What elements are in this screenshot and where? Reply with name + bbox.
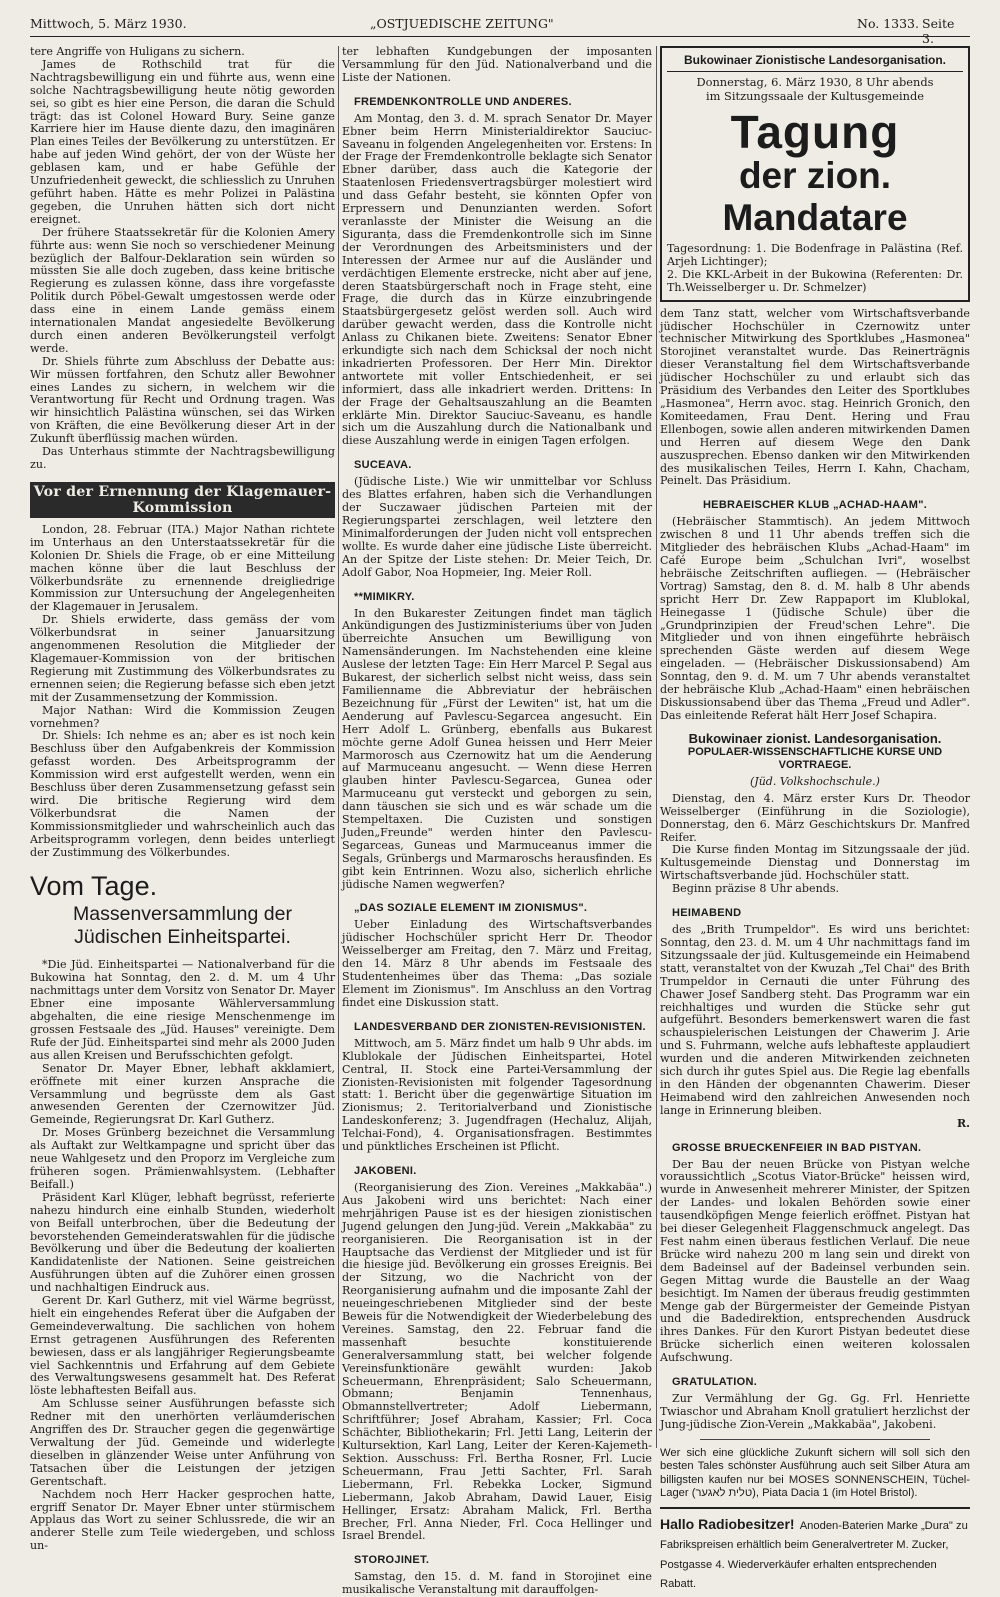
article-paragraph: Präsident Karl Klüger, lebhaft begrüsst, referierte nahezu hindurch eine einhalb Stunden, wiederholt von Beifall unterbrochen, über die Bedeutung der bevorstehenden Gemeinderatswahlen für die jüdische Bevölkerung und über die Bedeutung der koalierten Kandidatenliste der Nationen. Seine geistreichen Ausführungen übten auf die Zuhörer einen grossen und nachhaltigen Eindruck aus.: [30, 1190, 335, 1295]
column-rule: [656, 46, 657, 1448]
article-paragraph: Dr. Shiels erwiderte, dass gemäss der vom Völkerbundsrat in seiner Januarsitzung angenommenen Resolution die Mitglieder der Klagemauer-Kommission von der britischen Regierung mit Zustimmung des Völkerbundsrates zu ernennen seien; die Regierung befasse sich eben jetzt mit der Zusammensetzung der Kommission.: [30, 613, 335, 704]
advertisement-title: Hallo Radiobesitzer!: [660, 1515, 795, 1532]
article-paragraph: Dienstag, den 4. März erster Kurs Dr. Theodor Weisselberger (Einführung in die Soziologie), Donnerstag, den 6. März Geschichtskurs Dr. Manfred Reifer.: [660, 791, 970, 844]
section-heading: **MIMIKRY.: [354, 590, 415, 603]
article-paragraph: Der frühere Staatssekretär für die Kolonien Amery führte aus: wenn Sie noch so verschiedener Meinung bezüglich der Balfour-Deklaration sein würden so müssten Sie alle doch zugeben, dass keine britische Regierung es zulassen könne, dass ihre vorgefasste Politik durch Pöbel-Gewalt umgestossen werde oder dass eine in einem Lande gemäss einem internationalen Mandat angesiedelte Bevölkerung durch einen anderen Bevölkerungsteil verfolgt werde.: [30, 225, 335, 355]
article-paragraph: ter lebhaften Kundgebungen der imposanten Versammlung für den Jüd. Nationalverband und die Liste der Nationen.: [342, 45, 652, 84]
article-paragraph: Das Unterhaus stimmte der Nachtragsbewilligung zu.: [30, 445, 335, 471]
header-issue-number: No. 1333.: [857, 16, 919, 31]
page-header: [30, 14, 970, 46]
article-paragraph: Senator Dr. Mayer Ebner, lebhaft akklamiert, eröffnete mit einer kurzen Ansprache die Versammlung und begrüsste dem als Gast anwesenden Gerenten der Czernowitzer Jüd. Gemeinde, Regierungsrat Dr. Karl Gutherz.: [30, 1061, 335, 1127]
article-paragraph: Der Bau der neuen Brücke von Pistyan welche voraussichtlich „Scotus Viator-Brücke" heissen wird, wurde in Anwesenheit mehrerer Minister, der Spitzen der Landes- und lokalen Behörden sowie einer tausendköpfigen Menge feierlich eröffnet. Pistyan hat bei dieser Gelegenheit Flaggenschmuck angelegt. Das Fest nahm einen überaus festlichen Verlauf. Die neue Brücke wird nahezu 200 m lang sein und direkt von dem Badeinsel auf der Badeinsel verbunden sein. Gegen Mittag wurde die Baustelle an der Waag besichtigt. Im Namen der überaus freudig gestimmten Menge gab der Bürgermeister der Gemeinde Pistyan und die Badedirektion, entsprechenden Ausdruck ihres Dankes. Für den Kurort Pistyan bedeutet diese Brücke sicherlich einen weiteren kolossalen Aufschwung.: [660, 1157, 970, 1365]
header-date: Mittwoch, 5. März 1930.: [30, 16, 187, 31]
article-paragraph: Dr. Moses Grünberg bezeichnet die Versammlung als Auftakt zur Weltkampagne und spricht über das neue Wahlgesetz und den Proporz im Vergleiche zum früheren sogen. Prämienwahlsystem. (Lebhafter Beifall.): [30, 1126, 335, 1191]
announcement-headline: Tagung: [730, 106, 900, 158]
article-paragraph: James de Rothschild trat für die Nachtragsbewilligung ein und führte aus, wenn eine solche Nachtragsbewilligung heute nötig geworden sei, so gibt es hier eine Person, die daran die Schuld trägt: das ist Colonel Howard Bury. Seine ganze Karriere hier im Hause diente dazu, den imaginären Plan eines Teiles der Bevölkerung zu unterstützen. Er habe auf jeden Wind gehört, der von der Wüste her geblasen kam, und er habe Gefühle der Unzufriedenheit geweckt, die schliesslich zu Unruhen geführt haben. Hätte es mehr Polizei in Palästina gegeben, die Unruhen hätten sich dort nicht ereignet.: [30, 57, 335, 226]
article-paragraph: Zur Vermählung der Gg. Gg. Frl. Henriette Twiaschor und Abraham Knoll gratuliert herzlichst der Jung-jüdische Zion-Verein „Makkabäa", Jakobeni.: [660, 1392, 970, 1431]
signature: R.: [957, 1116, 970, 1130]
section-heading: FREMDENKONTROLLE UND ANDERES.: [354, 95, 572, 108]
column-3: [660, 46, 970, 1591]
article-paragraph: In den Bukarester Zeitungen findet man täglich Ankündigungen des Justizministeriums über von Juden überreichte Ansuchen um Bewilligung von Namensänderungen. Im Nachstehenden eine kleine Auslese der letzten Tage: Ein Herr Marcel P. Segal aus Bukarest, der sicherlich selbst nicht weiss, dass sein Familienname die Abbreviatur der hebräischen Bezeichnung für „Fürst der Lewiten" ist, hat um die Aenderung auf Pavlescu-Segarcea angesucht. Ein Herr Adolf L. Grünberg, ebenfalls aus Bukarest möchte gerne Adolf Gunea heissen und Herr Meier Marmorosch aus Czernowitz hat um die Aenderung auf Marmuceanu angesucht. — Wenn diese Herren glauben hinter Pavlescu-Segarcea, Gunea oder Marmuceanu gut versteckt und geborgen zu sein, dann täuschen sie sich und es wär schade um die Stempeltaxen. Die Cuzisten und sonstigen Juden„Freunde" werden hinter den Pavlescu-Segarceas, Guneas und Marmuceanus immer die Segals, Grünbergs und Marmaroschs herausfinden. Es gibt kein Entrinnen. Wozu also, sicherlich ehrliche jüdische Namen wegwerfen?: [342, 606, 652, 891]
article-paragraph: des „Brith Trumpeldor". Es wird uns berichtet: Sonntag, den 23. d. M. um 4 Uhr nachmittags fand im Sitzungssaale der jüd. Kultusgemeinde ein Heimabend statt, veranstaltet von der Kwuzah „Tel Chai" des Brith Trumpeldor in Cernauti die unter Führung des Chawer Josef Sandberg steht. Das Programm war ein reichhaltiges und wurden die Stücke sehr gut aufgeführt. Besonders bemerkenswert waren die fast schauspielerischen Leistungen der Chawerim J. Arie und S. Fuhrmann, welche aufs lebhafteste applaudiert wurden und die anderen Mitwirkenden zeichneten sich durch ihr gutes Spiel aus. Die Regie lag ebenfalls in den Händen der obgenannten Chawerim. Dieser Heimabend wird den zahlreichen Anwesenden noch lange in Erinnerung bleiben.: [660, 923, 970, 1117]
announcement-date: Donnerstag, 6. März 1930, 8 Uhr abends: [696, 75, 934, 89]
article-paragraph: Die Kurse finden Montag im Sitzungssaale der jüd. Kultusgemeinde Dienstag und Donnerstag im Wirtschaftsverbande jüd. Hochschüler statt.: [660, 843, 970, 883]
announcement-agenda: Tagesordnung: 1. Die Bodenfrage in Palästina (Ref. Arjeh Lichtinger);: [667, 242, 963, 268]
article-paragraph: Dr. Shiels führte zum Abschluss der Debatte aus: Wir müssen fortfahren, den Schutz aller Bewohner eines Landes zu sichern, in welchem wir die Verantwortung für Recht und Ordnung tragen. Was wir hinsichtlich Palästina wünschen, sei das Wirken von Kräften, die eine Bevölkerung dieser Art in der Zukunft überflüssig machen würden.: [30, 354, 335, 446]
section-subheading: (Jüd. Volkshochschule.): [750, 774, 880, 788]
column-1: [30, 45, 335, 1553]
advertisement: Anoden-Baterien Marke „Dura" zu Fabrikspreisen erhältlich beim Generalvertreter M. Zucker, Postgasse 4. Wiederverkäufer erhalten entsprechenden Rabatt.: [660, 1519, 968, 1591]
article-paragraph: tere Angriffe von Huligans zu sichern.: [30, 45, 245, 58]
article-paragraph: Ueber Einladung des Wirtschaftsverbandes jüdischer Hochschüler spricht Herr Dr. Theodor Weisselberger am Freitag, den 7. März und Freitag, den 14. März 8 Uhr abends im Festsaale des Studentenheimes über das Thema: „Das soziale Element im Zionismus". Im Anschluss an den Vortrag findet eine Diskussion statt.: [342, 918, 652, 1009]
section-heading: Vor der Ernennung der Klagemauer-Kommission: [30, 482, 335, 518]
section-heading: GRATULATION.: [672, 1376, 758, 1389]
article-paragraph: Dr. Shiels: Ich nehme es an; aber es ist noch kein Beschluss über den Aufgabenkreis der Kommission gefasst worden. Des Arbeitsprogramm der Kommission wird erst aufgestellt werden, wenn ein Beschluss über deren Zusammensetzung gefasst sein wird. Die britische Regierung wird dem Völkerbundsrat die Namen der Kommissionsmitglieder und wahrscheinlich auch das Arbeitsprogramm vorlegen, denn beides unterliegt der Zustimmung des Völkerbundes.: [30, 729, 335, 859]
column-rule: [338, 46, 339, 1448]
section-heading: LANDESVERBAND DER ZIONISTEN-REVISIONISTEN.: [354, 1020, 646, 1033]
section-subheading: POPULAER-WISSENSCHAFTLICHE KURSE UND VORTRAEGE.: [687, 745, 943, 771]
article-paragraph: Mittwoch, am 5. März findet um halb 9 Uhr abds. im Klublokale der Jüdischen Einheitspartei, Hotel Central, II. Stock eine Partei-Versammlung der Zionisten-Revisionisten mit folgender Tagesordnung statt: 1. Bericht über die gegenwärtige Situation im Zionismus; 2. Teritorialverband und Zionistische Landeskonferenz; 3. Jugendfragen (Hechaluz, Alijah, Telchai-Fond), 4. Organisationsfragen. Bestimmtes und pünktliches Erscheinen ist Pflicht.: [342, 1036, 652, 1154]
announcement-title: Bukowinaer Zionistische Landesorganisation.: [667, 51, 963, 72]
announcement-agenda: 2. Die KKL-Arbeit in der Bukowina (Referenten: Dr. Th.Weisselberger u. Dr. Schmelzer): [667, 267, 963, 294]
section-heading: JAKOBENI.: [354, 1164, 417, 1177]
divider: [700, 1439, 930, 1440]
article-paragraph: (Jüdische Liste.) Wie wir unmittelbar vor Schluss des Blattes erfahren, haben sich die Verhandlungen der Suczawaer jüdischen Parteien mit der Regierungspartei zerschlagen, weil letztere den Minimalforderungen der Juden nicht voll entsprechen wollte. Es wurde daher eine jüdische Liste überreicht. An der Spitze der Liste stehen: Dr. Meier Teich, Dr. Adolf Gabor, Noa Hopmeier, Ing. Meier Roll.: [342, 475, 652, 579]
section-heading: Bukowinaer zionist. Landesorganisation.: [688, 730, 942, 746]
article-paragraph: Am Schlusse seiner Ausführungen befasste sich Redner mit den unerhörten verläumderischen Angriffen des Dr. Straucher gegen die gegenwärtige Verwaltung der Jüd. Gemeinde und widerlegte dieselben in glänzender Weise unter Anführung von Tatsachen über die Leistungen der jetzigen Gerentschaft.: [30, 1397, 335, 1488]
article-paragraph: (Hebräischer Stammtisch). An jedem Mittwoch zwischen 8 und 11 Uhr abends treffen sich die Mitglieder des hebräischen Klubs „Achad-Haam" im Café Europe beim „Schulchan Ivri", woselbst hebräische Zeitschriften aufliegen. — (Hebräischer Vortrag) Samstag, den 8. d. M. halb 8 Uhr abends spricht Herr Dr. Zew Rappaport im Klublokal, Heinegasse 1 (Jüdische Schule) über die „Grundprinzipien der Freud'schen Lehre". Die Mitglieder und von ihnen eingeführte hebräisch sprechenden Gäste werden auf diesem Wege eingeladen. — (Hebräischer Diskussionsabend) Am Sonntag, den 9. d. M. um 7 Uhr abends veranstaltet der hebräische Klub „Achad-Haam" einen hebräischen Diskussionsabend über das Thema „Freud und Adler". Das einleitende Referat hält Herr Josef Schapira.: [660, 515, 970, 722]
article-headline: Massenversammlung der Jüdischen Einheitspartei.: [73, 903, 292, 949]
article-paragraph: *Die Jüd. Einheitspartei — Nationalverband für die Bukowina hat Sonntag, den 2. d. M. um 4 Uhr nachmittags unter dem Vorsitz von Senator Dr. Mayer Ebner eine imposante Wählerversammlung abgehalten, die eine riesige Menschenmenge im grossen Festsaale des „Jüd. Hauses" vereinigte. Dem Rufe der Jüd. Einheitspartei sind mehr als 2000 Juden aus allen Kreisen und Berufsschichten gefolgt.: [30, 958, 335, 1062]
advertisement-box: [660, 1507, 970, 1592]
article-paragraph: Gerent Dr. Karl Gutherz, mit viel Wärme begrüsst, hielt ein eingehendes Referat über die Aufgaben der Gemeindeverwaltung. Die sachlichen von hohem Ernst getragenen Ausführungen des Referenten bewiesen, dass er als langjähriger Regierungsbeamte viel Sachkenntnis und Erfahrung auf dem Gebiete des Verwaltungswesens gesammelt hat. Des Referat löste lebhaftesten Beifall aus.: [30, 1294, 335, 1398]
article-paragraph: Beginn präzise 8 Uhr abends.: [672, 882, 840, 896]
section-heading: HEBRAEISCHER KLUB „ACHAD-HAAM".: [702, 499, 928, 512]
article-paragraph: Samstag, den 15. d. M. fand in Storojinet eine musikalische Veranstaltung mit darauffolgen-: [342, 1570, 652, 1597]
section-heading: „DAS SOZIALE ELEMENT IM ZIONISMUS".: [354, 902, 588, 915]
header-paper-title: „OSTJUEDISCHE ZEITUNG": [370, 16, 554, 31]
article-paragraph: (Reorganisierung des Zion. Vereines „Makkabäa".) Aus Jakobeni wird uns berichtet: Nach einer mehrjährigen Pause ist es der hiesigen zionistischen Jugend gelungen den Jung-jüd. Verein „Makkabäa" zu reorganisieren. Die Reorganisation ist in der Hauptsache das Verdienst der Mitglieder und ist für die hiesige jüd. Bevölkerung ein grosses Ereignis. Bei der Sitzung, wo die Nachricht von der Reorganisierung aufnahm und die imposante Zahl der neueingeschriebenen Mitglieder sind der beste Beweis für die Notwendigkeit der Wiederbelebung des Vereines. Samstag, den 22. Februar fand die massenhaft besuchte konstituierende Generalversammlung statt, bei welcher folgende Vereinsfunktionäre gewählt wurden: Jakob Scheuermann, Ehrenpräsident; Salo Scheuermann, Obmann; Benjamin Tennenhaus, Obmannstellvertreter; Adolf Liebermann, Schriftführer; Josef Abraham, Kassier; Frl. Coca Schächter, Bibliothekarin; Frl. Jetti Lang, Leiterin der Kultursektion, Karl Lang, Leiter der Keren-Kajemeth-Sektion. Ausschuss: Frl. Bertha Rosner, Frl. Lucie Scheuermann, Frau Jetti Sachter, Frl. Sarah Liebermann, Frl. Rebekka Locker, Sigmund Liebermann, Jakob Abraham, Dawid Lauer, Eisig Hellinger, Ersatz: Abraham Malick, Frl. Bertha Brecher, Frl. Anna Nieder, Frl. Coca Hellinger und Israel Brendel.: [342, 1180, 652, 1543]
announcement-place: im Sitzungssaale der Kultusgemeinde: [705, 88, 924, 103]
article-paragraph: dem Tanz statt, welcher vom Wirtschaftsverbande jüdischer Hochschüler in Czernowitz unter technischer Mitwirkung des Sportklubes „Hasmonea" Storojinet veranstaltet wurde. Das Reinerträgnis dieser Veranstaltung fiel dem Wirtschaftsverbande jüdischer Hochschüler zu und erlaubt sich das Präsidium des Verbandes den Leiter des Sportklubes „Hasmonea", Herrn avoc. stag. Heinrich Gronich, den Komiteedamen, Frau Dent. Hering und Frau Ellenbogen, sowie allen anderen mitwirkenden Damen und Herren auf diesem Wege den Dank auszusprechen. Ebenso danken wir den Mitwirkenden des musikalischen Teiles, Herrn I. Kahn, Chacham, Peinelt. Das Präsidium.: [660, 306, 970, 488]
article-paragraph: Nachdem noch Herr Hacker gesprochen hatte, ergriff Senator Dr. Mayer Ebner unter stürmischem Applaus das Wort zu seiner Schlussrede, die wir an anderer Stelle zum Teile wiedergeben, und schloss un-: [30, 1487, 335, 1553]
section-heading: SUCEAVA.: [354, 459, 412, 472]
announcement-box: [660, 46, 970, 302]
section-heading: STOROJINET.: [354, 1554, 430, 1567]
announcement-subheadline: der zion. Mandatare: [722, 155, 908, 238]
section-heading: GROSSE BRUECKENFEIER IN BAD PISTYAN.: [672, 1141, 922, 1154]
advertisement: Wer sich eine glückliche Zukunft sichern will soll sich den besten Tales schönster Ausführung auch seit Silber Atura am billigsten kaufen nur bei MOSES SONNENSCHEIN, Tüchel-Lager (טלית לאגער), Piata Dacia 1 (im Hotel Bristol).: [660, 1446, 970, 1500]
column-2: [342, 45, 652, 1597]
header-page-number: Seite 3.: [922, 16, 955, 46]
article-paragraph: Major Nathan: Wird die Kommission Zeugen vornehmen?: [30, 703, 335, 730]
article-paragraph: Am Montag, den 3. d. M. sprach Senator Dr. Mayer Ebner beim Herrn Ministerialdirektor Sauciuc-Saveanu in folgenden Angelegenheiten vor. Erstens: In der Frage der Fremdenkontrolle beklagte sich Senator Ebner darüber, dass auch die Kategorie der Staatenlosen Friedensvertragsbürger molestiert wird und dass Gefahr besteht, sie könnten Opfer von Erpressern und Denunzianten werden. Sofort veranlasste der Minister die Weisung an die Siguranța, dass die Fremdenkontrolle sich im Sinne der Verordnungen des Arbeitsministers und der Interessen der Armee nur auf die Ausländer und verdächtigen Elemente erstrecke, nicht aber auf jene, deren Staatsbürgerschaft noch in Frage steht, eine Frage, die durch das in Kürze einzubringende Staatsbürgergesetz gelöst werden soll. Auch wird darüber gewacht werden, dass die Kontrolle nicht Anlass zu Chikanen biete. Zweitens: Senator Ebner erkundigte sich nach dem Schicksal der noch nicht inkadrierten Professoren. Der Herr Min. Direktor antwortete mit voller Entschiedenheit, er sei informiert, dass alle inkadriert werden. Drittens: In der Frage der Gehaltsauszahlung an die Beamten erklärte Min. Direktor Sauciuc-Saveanu, es handle sich um die Auszahlung durch die Nationalbank und diese Auszahlung werde in einigen Tagen erfolgen.: [342, 111, 652, 448]
section-heading: HEIMABEND: [672, 907, 742, 920]
rubric-title: Vom Tage.: [30, 871, 158, 902]
article-paragraph: London, 28. Februar (ITA.) Major Nathan richtete im Unterhaus an den Unterstaatssekretär für die Kolonien Dr. Shiels die Frage, ob er eine Mitteilung machen könne über die laut Beschluss der Völkerbundsräte zu ernennende dreigliedrige Kommission zur Untersuchung der Angelegenheiten der Klagemauer in Jerusalem.: [30, 522, 335, 614]
